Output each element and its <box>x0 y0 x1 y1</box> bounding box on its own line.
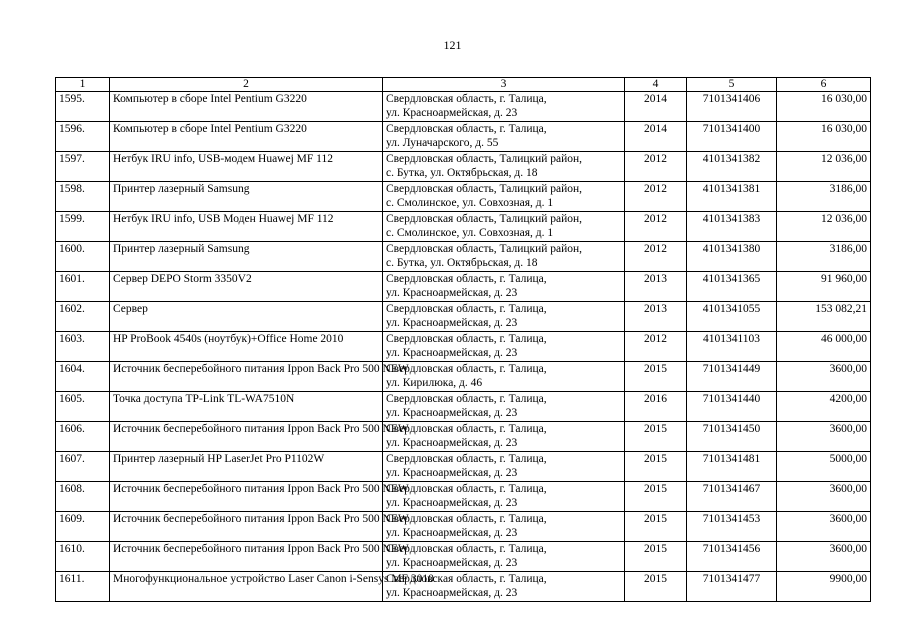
table-row <box>56 302 871 332</box>
cost-cell: 3600,00 <box>777 422 871 452</box>
inventory-number-cell: 7101341400 <box>687 122 777 152</box>
address-cell <box>383 392 625 422</box>
inventory-number-cell: 7101341406 <box>687 92 777 122</box>
address-cell <box>383 572 625 602</box>
year-cell: 2012 <box>625 182 687 212</box>
item-name-cell: Принтер лазерный Samsung <box>110 182 383 212</box>
year-cell: 2012 <box>625 242 687 272</box>
row-number-cell: 1609. <box>56 512 110 542</box>
address-line-1: Свердловская область, г. Талица, <box>386 423 547 435</box>
item-name-cell: Точка доступа TP-Link TL-WA7510N <box>110 392 383 422</box>
row-number-cell: 1601. <box>56 272 110 302</box>
cost-cell: 4200,00 <box>777 392 871 422</box>
table-row <box>56 512 871 542</box>
table-row <box>56 542 871 572</box>
address-line-1: Свердловская область, г. Талица, <box>386 543 547 555</box>
row-number-cell: 1596. <box>56 122 110 152</box>
item-name-cell: Нетбук IRU info, USB Моден Huawej MF 112 <box>110 212 383 242</box>
item-name-cell: Компьютер в сборе Intel Pentium G3220 <box>110 92 383 122</box>
row-number-cell: 1611. <box>56 572 110 602</box>
inventory-number-cell: 7101341450 <box>687 422 777 452</box>
table-row <box>56 332 871 362</box>
item-name-cell: Многофункциональное устройство Laser Canon i-Sensys MF 3010 <box>110 572 383 602</box>
cost-cell: 9900,00 <box>777 572 871 602</box>
table-row <box>56 212 871 242</box>
year-cell: 2013 <box>625 272 687 302</box>
address-line-2: ул. Красноармейская, д. 23 <box>386 317 518 329</box>
column-header: 5 <box>687 78 777 92</box>
row-number-cell: 1602. <box>56 302 110 332</box>
cost-cell: 16 030,00 <box>777 92 871 122</box>
year-cell: 2012 <box>625 332 687 362</box>
address-line-1: Свердловская область, г. Талица, <box>386 483 547 495</box>
inventory-number-cell: 4101341103 <box>687 332 777 362</box>
address-line-2: ул. Красноармейская, д. 23 <box>386 287 518 299</box>
inventory-number-cell: 7101341481 <box>687 452 777 482</box>
inventory-number-cell: 4101341382 <box>687 152 777 182</box>
table-row <box>56 392 871 422</box>
row-number-cell: 1605. <box>56 392 110 422</box>
address-cell <box>383 452 625 482</box>
table-header <box>56 78 871 92</box>
year-cell: 2015 <box>625 572 687 602</box>
address-line-1: Свердловская область, г. Талица, <box>386 303 547 315</box>
table-row <box>56 122 871 152</box>
row-number-cell: 1600. <box>56 242 110 272</box>
inventory-number-cell: 7101341467 <box>687 482 777 512</box>
address-line-2: ул. Красноармейская, д. 23 <box>386 587 518 599</box>
row-number-cell: 1604. <box>56 362 110 392</box>
item-name-cell: Компьютер в сборе Intel Pentium G3220 <box>110 122 383 152</box>
cost-cell: 3600,00 <box>777 542 871 572</box>
table-body <box>56 92 871 602</box>
item-name-cell: Принтер лазерный HP LaserJet Pro P1102W <box>110 452 383 482</box>
inventory-number-cell: 4101341365 <box>687 272 777 302</box>
year-cell: 2015 <box>625 512 687 542</box>
address-line-2: ул. Луначарского, д. 55 <box>386 137 499 149</box>
address-line-2: ул. Красноармейская, д. 23 <box>386 497 518 509</box>
address-cell <box>383 332 625 362</box>
cost-cell: 3600,00 <box>777 482 871 512</box>
cost-cell: 46 000,00 <box>777 332 871 362</box>
address-cell <box>383 482 625 512</box>
column-header: 6 <box>777 78 871 92</box>
cost-cell: 16 030,00 <box>777 122 871 152</box>
address-cell <box>383 152 625 182</box>
year-cell: 2016 <box>625 392 687 422</box>
inventory-number-cell: 7101341456 <box>687 542 777 572</box>
row-number-cell: 1599. <box>56 212 110 242</box>
cost-cell: 12 036,00 <box>777 152 871 182</box>
year-cell: 2015 <box>625 482 687 512</box>
column-header: 2 <box>110 78 383 92</box>
address-line-2: ул. Красноармейская, д. 23 <box>386 527 518 539</box>
row-number-cell: 1597. <box>56 152 110 182</box>
address-cell <box>383 302 625 332</box>
table-row <box>56 482 871 512</box>
item-name-cell: Сервер DEPO Storm 3350V2 <box>110 272 383 302</box>
cost-cell: 91 960,00 <box>777 272 871 302</box>
address-line-2: ул. Красноармейская, д. 23 <box>386 407 518 419</box>
year-cell: 2015 <box>625 362 687 392</box>
row-number-cell: 1603. <box>56 332 110 362</box>
item-name-cell: Источник бесперебойного питания Ippon Back Pro 500 NEW <box>110 362 383 392</box>
item-name-cell: Источник бесперебойного питания Ippon Back Pro 500 NEW <box>110 512 383 542</box>
address-line-2: с. Бутка, ул. Октябрьская, д. 18 <box>386 167 538 179</box>
table-row <box>56 572 871 602</box>
address-line-1: Свердловская область, г. Талица, <box>386 93 547 105</box>
address-cell <box>383 272 625 302</box>
table-row <box>56 92 871 122</box>
item-name-cell: Источник бесперебойного питания Ippon Back Pro 500 NEW <box>110 542 383 572</box>
year-cell: 2015 <box>625 452 687 482</box>
year-cell: 2015 <box>625 422 687 452</box>
address-line-1: Свердловская область, г. Талица, <box>386 513 547 525</box>
address-line-1: Свердловская область, г. Талица, <box>386 123 547 135</box>
address-line-1: Свердловская область, г. Талица, <box>386 363 547 375</box>
year-cell: 2013 <box>625 302 687 332</box>
inventory-number-cell: 7101341440 <box>687 392 777 422</box>
address-line-2: с. Бутка, ул. Октябрьская, д. 18 <box>386 257 538 269</box>
table-row <box>56 422 871 452</box>
item-name-cell: Источник бесперебойного питания Ippon Back Pro 500 NEW <box>110 482 383 512</box>
year-cell: 2012 <box>625 212 687 242</box>
address-cell <box>383 542 625 572</box>
inventory-number-cell: 7101341453 <box>687 512 777 542</box>
address-cell <box>383 92 625 122</box>
item-name-cell: Сервер <box>110 302 383 332</box>
table-row <box>56 242 871 272</box>
item-name-cell: HP ProBook 4540s (ноутбук)+Office Home 2010 <box>110 332 383 362</box>
address-line-2: ул. Красноармейская, д. 23 <box>386 437 518 449</box>
address-line-1: Свердловская область, Талицкий район, <box>386 213 583 225</box>
cost-cell: 153 082,21 <box>777 302 871 332</box>
cost-cell: 5000,00 <box>777 452 871 482</box>
cost-cell: 3186,00 <box>777 182 871 212</box>
item-name-cell: Принтер лазерный Samsung <box>110 242 383 272</box>
inventory-number-cell: 7101341477 <box>687 572 777 602</box>
row-number-cell: 1610. <box>56 542 110 572</box>
item-name-cell: Источник бесперебойного питания Ippon Back Pro 500 NEW <box>110 422 383 452</box>
year-cell: 2015 <box>625 542 687 572</box>
column-header: 3 <box>383 78 625 92</box>
row-number-cell: 1606. <box>56 422 110 452</box>
address-line-1: Свердловская область, г. Талица, <box>386 573 547 585</box>
table-row <box>56 152 871 182</box>
address-line-2: с. Смолинское, ул. Совхозная, д. 1 <box>386 197 554 209</box>
address-cell <box>383 212 625 242</box>
inventory-number-cell: 4101341381 <box>687 182 777 212</box>
address-line-1: Свердловская область, г. Талица, <box>386 273 547 285</box>
row-number-cell: 1598. <box>56 182 110 212</box>
address-cell <box>383 242 625 272</box>
address-line-2: ул. Красноармейская, д. 23 <box>386 347 518 359</box>
cost-cell: 3186,00 <box>777 242 871 272</box>
inventory-number-cell: 4101341383 <box>687 212 777 242</box>
row-number-cell: 1595. <box>56 92 110 122</box>
column-header: 4 <box>625 78 687 92</box>
address-line-1: Свердловская область, г. Талица, <box>386 393 547 405</box>
address-line-2: с. Смолинское, ул. Совхозная, д. 1 <box>386 227 554 239</box>
table-row <box>56 272 871 302</box>
year-cell: 2012 <box>625 152 687 182</box>
address-line-1: Свердловская область, г. Талица, <box>386 333 547 345</box>
header-row <box>56 78 871 92</box>
cost-cell: 12 036,00 <box>777 212 871 242</box>
cost-cell: 3600,00 <box>777 362 871 392</box>
address-line-1: Свердловская область, Талицкий район, <box>386 183 583 195</box>
address-line-1: Свердловская область, Талицкий район, <box>386 153 583 165</box>
address-line-2: ул. Красноармейская, д. 23 <box>386 107 518 119</box>
inventory-number-cell: 7101341449 <box>687 362 777 392</box>
table-row <box>56 452 871 482</box>
property-registry-table <box>55 77 871 602</box>
address-cell <box>383 512 625 542</box>
address-cell <box>383 422 625 452</box>
address-line-1: Свердловская область, Талицкий район, <box>386 243 583 255</box>
row-number-cell: 1608. <box>56 482 110 512</box>
column-header: 1 <box>56 78 110 92</box>
item-name-cell: Нетбук IRU info, USB-модем Huawej MF 112 <box>110 152 383 182</box>
table-row <box>56 182 871 212</box>
page-number: 121 <box>443 38 462 52</box>
cost-cell: 3600,00 <box>777 512 871 542</box>
address-line-1: Свердловская область, г. Талица, <box>386 453 547 465</box>
address-cell <box>383 122 625 152</box>
inventory-number-cell: 4101341380 <box>687 242 777 272</box>
table-row <box>56 362 871 392</box>
address-line-2: ул. Красноармейская, д. 23 <box>386 557 518 569</box>
inventory-number-cell: 4101341055 <box>687 302 777 332</box>
address-line-2: ул. Кирилюка, д. 46 <box>386 377 483 389</box>
address-line-2: ул. Красноармейская, д. 23 <box>386 467 518 479</box>
address-cell <box>383 362 625 392</box>
row-number-cell: 1607. <box>56 452 110 482</box>
year-cell: 2014 <box>625 92 687 122</box>
year-cell: 2014 <box>625 122 687 152</box>
address-cell <box>383 182 625 212</box>
